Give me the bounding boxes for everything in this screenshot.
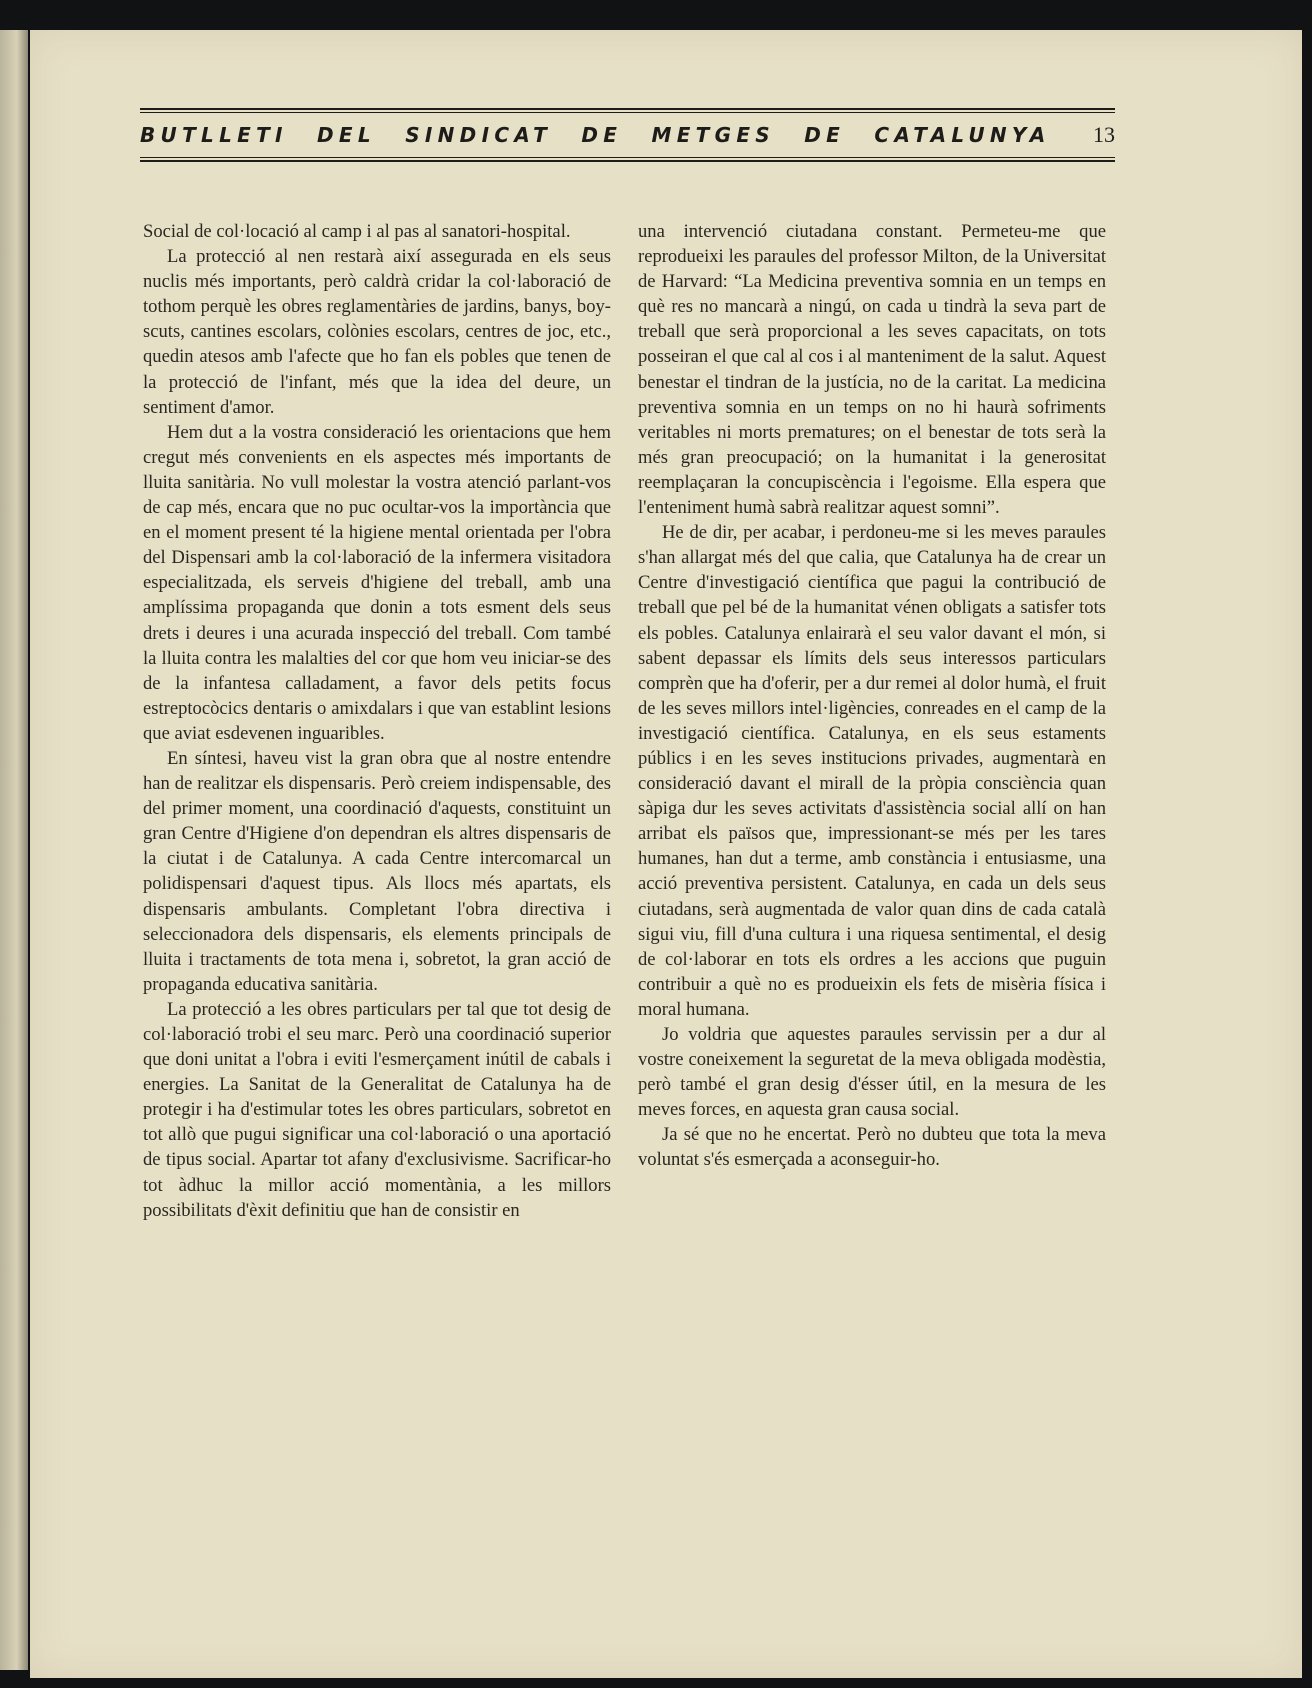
paragraph: La protecció a les obres particulars per tal que tot desig de col·laboració trobi el seu marc. Però una coordinació superior que doni unitat a l'obra i eviti l'esmerçament inútil de cabals i energies. La Sanitat de la Generalitat de Catalunya ha de protegir i ha d'estimular totes les obres particulars, sobretot en tot allò que pugui significar una col·laboració o una aportació de tipus social. Apartar tot afany d'exclusivisme. Sacrificar-ho tot àdhuc la millor acció momentània, a les millors possibilitats d'èxit definitiu que han de consistir en bbox=[143, 998, 611, 1221]
paragraph: Social de col·locació al camp i al pas al sanatori-hospital. bbox=[143, 221, 571, 242]
header-row bbox=[140, 116, 1115, 154]
header-rule-bottom-thin bbox=[140, 157, 1115, 158]
header-rule-top-thin bbox=[140, 112, 1115, 113]
left-text-column bbox=[143, 219, 611, 1223]
paragraph: Hem dut a la vostra consideració les orientacions que hem cregut més convenients en els aspectes més importants de lluita sanitària. No vull molestar la vostra atenció parlant-vos de cap més, encara que no puc ocultar-vos la importància que en el moment present té la higiene mental orientada per l'obra del Dispensari amb la col·laboració de la infermera visitadora especialitzada, els serveis d'higiene del treball, amb una amplíssima propaganda que donin a tots esment dels seus drets i deures i una acurada inspecció del treball. Com també la lluita contra les malalties del cor que hom veu iniciar-se des de la infantesa calladament, a favor dels petits focus estreptocòcics dentaris o amixdalars i que van establint lesions que aviat esdevenen inguaribles. bbox=[143, 421, 611, 744]
header-rule-top bbox=[140, 108, 1115, 110]
running-title: BUTLLETI DEL SINDICAT DE METGES DE CATALUNYA bbox=[140, 123, 1051, 147]
paragraph: La protecció al nen restarà així assegurada en els seus nuclis més importants, però caldrà cridar la col·laboració de tothom perquè les obres reglamentàries de jardins, banys, boy-scuts, cantines escolars, colònies escolars, centres de joc, etc., quedin atesos amb l'afecte que ho fan els pobles que tenen de la protecció de l'infant, més que la idea del deure, un sentiment d'amor. bbox=[143, 246, 611, 418]
header-rule-bottom bbox=[140, 160, 1115, 162]
right-text-column bbox=[638, 219, 1106, 1173]
paragraph: En síntesi, haveu vist la gran obra que al nostre entendre han de realitzar els dispensaris. Però creiem indispensable, des del primer moment, una coordinació d'aquests, constituint un gran Centre d'Higiene d'on dependran els altres dispensaris de la ciutat i de Catalunya. A cada Centre intercomarcal un polidispensari d'aquest tipus. Als llocs més apartats, els dispensaris ambulants. Completant l'obra directiva i seleccionadora dels dispensaris, els elements principals de lluita i tractaments de tota mena i, sobretot, la gran acció de propaganda educativa sanitària. bbox=[143, 747, 611, 995]
running-header bbox=[140, 108, 1115, 162]
page-number: 13 bbox=[1093, 122, 1115, 147]
paragraph: Jo voldria que aquestes paraules servissin per a dur al vostre coneixement la seguretat de la meva obligada modèstia, però també el gran desig d'ésser útil, en la mesura de les meves forces, en aquesta gran causa social. bbox=[638, 1024, 1106, 1121]
adjacent-page-edge bbox=[0, 30, 28, 1670]
paragraph: He de dir, per acabar, i perdoneu-me si les meves paraules s'han allargat més del que calia, que Catalunya ha de crear un Centre d'investigació científica que pagui la contribució de treball que pel bé de la humanitat vénen obligats a satisfer tots els pobles. Catalunya enlairarà el seu valor davant el món, si sabent depassar els límits dels seus interessos particulars comprèn que ha d'oferir, per a dur remei al dolor humà, el fruit de les seves millors intel·ligències, conreades en el camp de la investigació científica. Catalunya, en els seus estaments públics i en les seves institucions privades, augmentarà en consideració davant el mirall de la pròpia consciència quan sàpiga dur les seves activitats d'assistència social allí on han arribat els països que, impressionant-se més per les tares humanes, han dut a terme, amb constància i entusiasme, una acció preventiva persistent. Catalunya, en cada un dels seus ciutadans, serà augmentada de valor quan dins de cada català sigui viu, fill d'una cultura i una riquesa sentimental, el desig de col·laborar en tots els ordres a les accions que puguin contribuir a què no es produeixin els fets de misèria física i moral humana. bbox=[638, 522, 1106, 1020]
paragraph: una intervenció ciutadana constant. Permeteu-me que reprodueixi les paraules del professor Milton, de la Universitat de Harvard: “La Medicina preventiva somnia en un temps en què res no mancarà a ningú, on cada u tindrà la seva part de treball que serà proporcional a les seves capacitats, on tots posseiran el que cal al cos i al manteniment de la salut. Aquest benestar el tindran de la justícia, no de la caritat. La medicina preventiva somnia en un temps on no hi haurà sofriments veritables ni morts prematures; on el benestar de tots serà la més gran preocupació; on la humanitat i la generositat reemplaçaran la concupiscència i l'egoisme. Ella espera que l'enteniment humà sabrà realitzar aquest somni”. bbox=[638, 221, 1106, 519]
paragraph: Ja sé que no he encertat. Però no dubteu que tota la meva voluntat s'és esmerçada a aconseguir-ho. bbox=[638, 1124, 1106, 1171]
